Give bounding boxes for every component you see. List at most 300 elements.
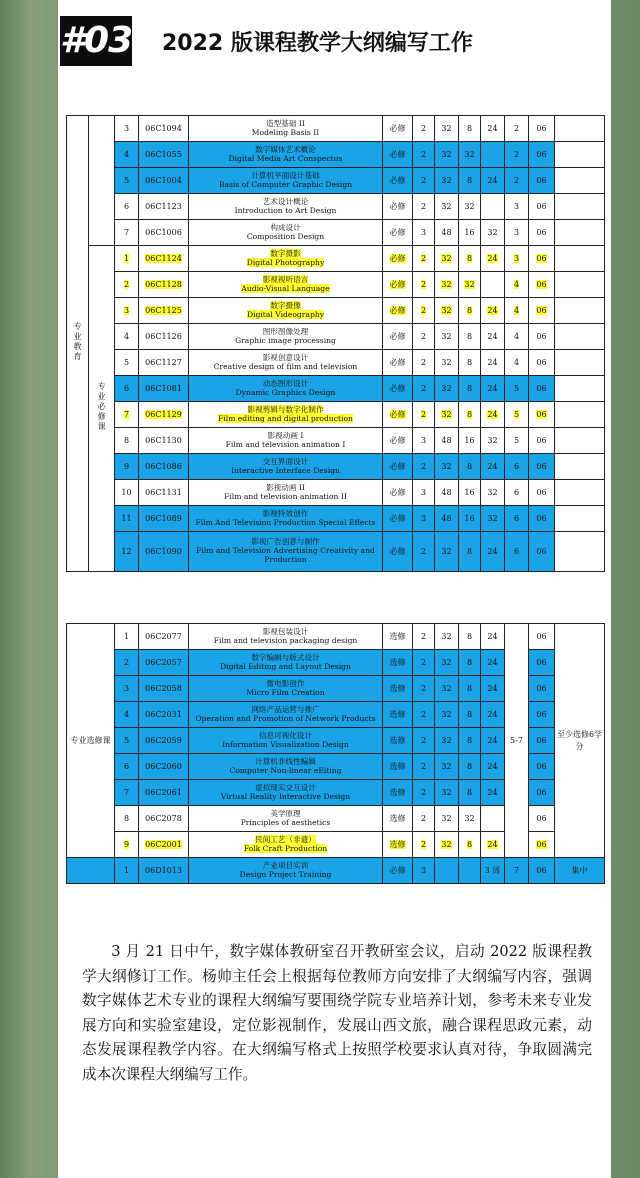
- total-hours-cell-text: 32: [441, 684, 452, 693]
- theory-hours-cell-text: 8: [466, 176, 473, 185]
- course-type-cell-text: 必修: [389, 488, 406, 497]
- practice-hours-cell: [481, 220, 505, 246]
- theory-hours-cell: [459, 728, 481, 754]
- course-no-cell: [115, 676, 139, 702]
- credit-cell: [413, 116, 435, 142]
- course-code-cell-text: 06C1129: [145, 410, 182, 419]
- total-hours-cell: [435, 142, 459, 168]
- practice-hours-cell: [481, 806, 505, 832]
- course-type-cell: [383, 350, 413, 376]
- course-type-cell: [383, 624, 413, 650]
- credit-cell: [413, 532, 435, 572]
- unit-cell: [529, 402, 555, 428]
- total-hours-cell: [435, 428, 459, 454]
- practice-hours-cell: [481, 754, 505, 780]
- total-hours-cell: [435, 624, 459, 650]
- practice-hours-cell-text: 24: [487, 332, 498, 341]
- course-type-cell-text: 必修: [389, 150, 406, 159]
- course-code-cell: [139, 532, 189, 572]
- course-name-cell: [189, 376, 383, 402]
- course-code-cell: [139, 272, 189, 298]
- course-no-cell-text: 5: [123, 736, 130, 745]
- course-name-en: Modeling Basis II: [251, 127, 320, 137]
- total-hours-cell: [435, 806, 459, 832]
- course-code-cell: [139, 454, 189, 480]
- theory-hours-cell: [459, 780, 481, 806]
- course-no-cell-text: 3: [123, 684, 130, 693]
- practice-hours-cell-text: 24: [487, 176, 498, 185]
- course-name-cn: 图形图像处理: [262, 326, 309, 336]
- theory-hours-cell-text: 8: [466, 762, 473, 771]
- unit-cell-text: 06: [536, 436, 547, 445]
- course-no-cell: [115, 858, 139, 884]
- credit-cell: [413, 376, 435, 402]
- article-header: [58, 0, 611, 80]
- course-code-cell-text: 06D1013: [145, 866, 182, 875]
- unit-cell-text: 06: [536, 176, 547, 185]
- table-row: [67, 376, 605, 402]
- practice-hours-cell-text: 24: [487, 384, 498, 393]
- course-type-cell: [383, 780, 413, 806]
- course-code-cell: [139, 480, 189, 506]
- practice-hours-cell-text: 24: [487, 547, 498, 556]
- course-no-cell: [115, 246, 139, 272]
- total-hours-cell: [435, 298, 459, 324]
- course-no-cell: [115, 728, 139, 754]
- theory-hours-cell-text: 8: [466, 384, 473, 393]
- curriculum-table-required: [66, 115, 604, 590]
- course-no-cell-text: 7: [123, 228, 130, 237]
- credit-cell-text: 2: [420, 684, 427, 693]
- course-code-cell-text: 06C1123: [145, 202, 182, 211]
- note-cell: [555, 350, 605, 376]
- note-cell: [555, 272, 605, 298]
- total-hours-cell: [435, 702, 459, 728]
- semester-cell: [505, 324, 529, 350]
- course-code-cell: [139, 246, 189, 272]
- unit-cell: [529, 480, 555, 506]
- credit-cell: [413, 624, 435, 650]
- course-type-cell: [383, 142, 413, 168]
- unit-cell-text: 06: [536, 254, 547, 263]
- course-type-cell-text: 选修: [389, 814, 406, 823]
- credit-cell: [413, 702, 435, 728]
- theory-hours-cell-text: 32: [464, 202, 475, 211]
- unit-cell-text: 06: [536, 632, 547, 641]
- course-no-cell: [115, 806, 139, 832]
- theory-hours-cell: [459, 220, 481, 246]
- course-name-cell: [189, 754, 383, 780]
- theory-hours-cell-text: 8: [466, 358, 473, 367]
- credit-cell: [413, 220, 435, 246]
- course-no-cell: [115, 532, 139, 572]
- table-row: [67, 194, 605, 220]
- total-hours-cell: [435, 480, 459, 506]
- note-cell: [555, 454, 605, 480]
- credit-cell: [413, 754, 435, 780]
- total-hours-cell-text: 32: [441, 788, 452, 797]
- course-type-cell: [383, 676, 413, 702]
- course-no-cell-text: 1: [123, 632, 130, 641]
- course-type-cell-text: 选修: [389, 762, 406, 771]
- course-name-cell: [189, 624, 383, 650]
- practice-hours-cell: [481, 298, 505, 324]
- unit-cell: [529, 272, 555, 298]
- course-no-cell: [115, 376, 139, 402]
- course-no-cell: [115, 168, 139, 194]
- practice-hours-cell: [481, 272, 505, 298]
- semester-cell: [505, 402, 529, 428]
- course-name-cell: [189, 806, 383, 832]
- course-code-cell: [139, 220, 189, 246]
- course-no-cell: [115, 428, 139, 454]
- credit-cell: [413, 780, 435, 806]
- course-no-cell-text: 7: [123, 788, 130, 797]
- category-label: 专业选修课: [70, 735, 111, 745]
- credit-cell: [413, 480, 435, 506]
- course-no-cell: [115, 272, 139, 298]
- total-hours-cell-text: 32: [441, 410, 452, 419]
- semester-cell-text: 5: [513, 384, 520, 393]
- credit-cell: [413, 168, 435, 194]
- category-label: 专业必修课: [97, 381, 107, 432]
- practice-hours-cell: [481, 142, 505, 168]
- unit-cell: [529, 624, 555, 650]
- theory-hours-cell-text: 32: [464, 280, 475, 289]
- course-name-cell: [189, 650, 383, 676]
- course-no-cell-text: 3: [123, 124, 130, 133]
- course-name-cell: [189, 350, 383, 376]
- course-code-cell-text: 06C2058: [145, 684, 182, 693]
- course-name-cell: [189, 246, 383, 272]
- course-name-en: Film and Television Advertising Creativity and Production: [196, 546, 375, 564]
- course-code-cell-text: 06C2078: [145, 814, 182, 823]
- note-cell: [555, 480, 605, 506]
- semester-cell-text: 5: [513, 436, 520, 445]
- course-type-cell-text: 必修: [389, 202, 406, 211]
- course-no-cell: [115, 324, 139, 350]
- course-name-en: Folk Craft Production: [243, 843, 328, 853]
- note-cell-text: 集中: [571, 866, 588, 875]
- total-hours-cell: [435, 754, 459, 780]
- course-type-cell-text: 必修: [389, 124, 406, 133]
- total-hours-cell: [435, 350, 459, 376]
- course-no-cell-text: 4: [123, 710, 130, 719]
- credit-cell-text: 2: [420, 384, 427, 393]
- credit-cell: [413, 832, 435, 858]
- course-no-cell-text: 2: [123, 280, 130, 289]
- table-row: [67, 624, 605, 650]
- course-type-cell-text: 选修: [389, 632, 406, 641]
- course-type-cell: [383, 650, 413, 676]
- credit-cell-text: 3: [420, 228, 427, 237]
- unit-cell: [529, 142, 555, 168]
- semester-cell-text: 2: [513, 124, 520, 133]
- course-code-cell: [139, 832, 189, 858]
- course-code-cell: [139, 806, 189, 832]
- course-code-cell: [139, 142, 189, 168]
- course-name-en: Digital Editing and Layout Design: [220, 661, 351, 671]
- course-name-cn: 网络产品运营与推广: [251, 704, 320, 714]
- table-row: [67, 480, 605, 506]
- credit-cell-text: 3: [420, 866, 427, 875]
- semester-cell: [505, 194, 529, 220]
- course-type-cell-text: 选修: [389, 684, 406, 693]
- theory-hours-cell: [459, 754, 481, 780]
- course-type-cell: [383, 454, 413, 480]
- course-name-cell: [189, 272, 383, 298]
- unit-cell: [529, 168, 555, 194]
- course-code-cell-text: 06C1127: [145, 358, 182, 367]
- total-hours-cell: [435, 650, 459, 676]
- unit-cell-text: 06: [536, 124, 547, 133]
- unit-cell: [529, 116, 555, 142]
- table-row: [67, 402, 605, 428]
- practice-hours-cell: [481, 506, 505, 532]
- practice-hours-cell: [481, 402, 505, 428]
- group-label: 专业教育: [73, 321, 83, 362]
- practice-hours-cell: [481, 376, 505, 402]
- course-code-cell: [139, 324, 189, 350]
- course-no-cell: [115, 454, 139, 480]
- course-name-cn: 信息可视化设计: [258, 730, 313, 740]
- unit-cell-text: 06: [536, 384, 547, 393]
- course-code-cell-text: 06C2001: [145, 840, 182, 849]
- course-name-cn: 动态图形设计: [262, 378, 309, 388]
- course-type-cell-text: 必修: [389, 866, 406, 875]
- course-code-cell-text: 06C1130: [145, 436, 182, 445]
- course-type-cell: [383, 402, 413, 428]
- course-name-en: Graphic image processing: [235, 335, 336, 345]
- course-no-cell-text: 8: [123, 814, 130, 823]
- course-type-cell-text: 必修: [389, 514, 406, 523]
- semester-cell: [505, 116, 529, 142]
- course-type-cell-text: 必修: [389, 280, 406, 289]
- theory-hours-cell: [459, 532, 481, 572]
- course-code-cell: [139, 116, 189, 142]
- credit-cell: [413, 676, 435, 702]
- course-no-cell-text: 6: [123, 762, 130, 771]
- course-no-cell-text: 10: [121, 488, 132, 497]
- course-type-cell-text: 必修: [389, 384, 406, 393]
- credit-cell-text: 2: [420, 280, 427, 289]
- semester-cell-text: 6: [513, 547, 520, 556]
- practice-hours-cell-text: 24: [487, 658, 498, 667]
- semester-cell-text: 7: [513, 866, 520, 875]
- practice-hours-cell: [481, 324, 505, 350]
- total-hours-cell: [435, 116, 459, 142]
- semester-cell-text: 2: [513, 176, 520, 185]
- course-name-en: Computer Non-linear eEiting: [229, 765, 342, 775]
- practice-hours-cell-text: 24: [487, 306, 498, 315]
- course-name-cn: 影视创意设计: [262, 352, 309, 362]
- course-name-cn: 计算机平面设计基础: [251, 170, 320, 180]
- course-name-cn: 产业项目实训: [262, 860, 309, 870]
- credit-cell: [413, 246, 435, 272]
- course-type-cell-text: 必修: [389, 176, 406, 185]
- theory-hours-cell: [459, 506, 481, 532]
- course-type-cell: [383, 728, 413, 754]
- course-type-cell: [383, 754, 413, 780]
- theory-hours-cell-text: 8: [466, 462, 473, 471]
- course-type-cell: [383, 194, 413, 220]
- semester-cell: [505, 142, 529, 168]
- total-hours-cell: [435, 194, 459, 220]
- course-name-cn: 美学原理: [270, 808, 301, 818]
- course-no-cell: [115, 220, 139, 246]
- course-type-cell-text: 选修: [389, 788, 406, 797]
- course-type-cell-text: 必修: [389, 358, 406, 367]
- total-hours-cell-text: 32: [441, 736, 452, 745]
- theory-hours-cell-text: 8: [466, 840, 473, 849]
- note-cell: [555, 298, 605, 324]
- course-name-cell: [189, 454, 383, 480]
- total-hours-cell: [435, 272, 459, 298]
- course-type-cell: [383, 298, 413, 324]
- semester-cell-text: 4: [513, 280, 520, 289]
- course-type-cell-text: 选修: [389, 710, 406, 719]
- credit-cell-text: 2: [420, 462, 427, 471]
- practice-hours-cell-text: 24: [487, 358, 498, 367]
- unit-cell-text: 06: [536, 710, 547, 719]
- total-hours-cell-text: 48: [441, 488, 452, 497]
- practice-hours-cell: [481, 194, 505, 220]
- course-no-cell: [115, 624, 139, 650]
- article-body-text: 3 月 21 日中午，数字媒体教研室召开教研室会议，启动 2022 版课程教学大纲修订工作。杨帅主任会上根据每位教师方向安排了大纲编写内容，强调数字媒体艺术专业的课程大纲编写要围绕学院专业培养计划，参考未来专业发展方向和实验室建设，定位影视制作，发展山西文旅，融合课程思政元素，动态发展课程教学内容。在大纲编写格式上按照学校要求认真对待，争取圆满完成本次课程大纲编写工作。: [82, 943, 592, 1083]
- course-code-cell: [139, 728, 189, 754]
- course-name-cell: [189, 428, 383, 454]
- theory-hours-cell-text: 32: [464, 814, 475, 823]
- unit-cell-text: 06: [536, 488, 547, 497]
- course-name-en: Composition Design: [246, 231, 325, 241]
- practice-hours-cell-text: 24: [487, 632, 498, 641]
- total-hours-cell: [435, 402, 459, 428]
- practice-hours-cell-text: 24: [487, 788, 498, 797]
- semester-cell: [505, 220, 529, 246]
- credit-cell-text: 2: [420, 150, 427, 159]
- course-code-cell: [139, 168, 189, 194]
- total-hours-cell-text: 32: [441, 150, 452, 159]
- practice-hours-cell: [481, 116, 505, 142]
- course-name-cn: 数字摄像: [270, 300, 301, 310]
- course-name-en: Interactive Interface Design: [231, 465, 340, 475]
- course-name-cn: 交互界面设计: [262, 456, 309, 466]
- total-hours-cell: [435, 780, 459, 806]
- course-code-cell-text: 06C1055: [145, 150, 182, 159]
- theory-hours-cell-text: 8: [466, 124, 473, 133]
- total-hours-cell: [435, 454, 459, 480]
- theory-hours-cell-text: 8: [466, 710, 473, 719]
- credit-cell-text: 2: [420, 124, 427, 133]
- course-name-cn: 微电影创作: [266, 678, 305, 688]
- credit-cell-text: 2: [420, 788, 427, 797]
- course-no-cell-text: 1: [123, 866, 130, 875]
- credit-cell-text: 2: [420, 814, 427, 823]
- course-code-cell-text: 06C1131: [145, 488, 182, 497]
- unit-cell-text: 06: [536, 788, 547, 797]
- course-type-cell-text: 必修: [389, 410, 406, 419]
- course-type-cell: [383, 272, 413, 298]
- course-type-cell-text: 选修: [389, 840, 406, 849]
- course-name-cell: [189, 298, 383, 324]
- practice-hours-cell: [481, 480, 505, 506]
- unit-cell: [529, 650, 555, 676]
- practice-hours-cell-text: 24: [487, 254, 498, 263]
- semester-cell-text: 4: [513, 306, 520, 315]
- course-code-cell-text: 06C1004: [145, 176, 182, 185]
- course-name-en: Film and television packaging design: [213, 635, 358, 645]
- semester-range-cell: [505, 624, 529, 858]
- course-name-cn: 虚拟现实交互设计: [255, 782, 316, 792]
- total-hours-cell: [435, 676, 459, 702]
- unit-cell: [529, 454, 555, 480]
- course-name-cn: 数字媒体艺术概论: [255, 144, 316, 154]
- practice-hours-cell-text: 32: [487, 228, 498, 237]
- theory-hours-cell: [459, 676, 481, 702]
- total-hours-cell-text: 32: [441, 547, 452, 556]
- course-type-cell: [383, 702, 413, 728]
- theory-hours-cell: [459, 832, 481, 858]
- credit-cell-text: 2: [420, 762, 427, 771]
- category-cell-elective: [67, 624, 115, 858]
- course-no-cell-text: 4: [123, 332, 130, 341]
- course-no-cell-text: 6: [123, 384, 130, 393]
- credit-cell: [413, 194, 435, 220]
- course-code-cell-text: 06C1125: [145, 306, 182, 315]
- unit-cell: [529, 780, 555, 806]
- course-code-cell-text: 06C1094: [145, 124, 182, 133]
- unit-cell: [529, 676, 555, 702]
- course-type-cell-text: 必修: [389, 436, 406, 445]
- course-type-cell: [383, 832, 413, 858]
- credit-cell: [413, 806, 435, 832]
- course-no-cell-text: 11: [121, 514, 132, 523]
- note-cell: [555, 168, 605, 194]
- credit-cell-text: 2: [420, 254, 427, 263]
- semester-cell-text: 3: [513, 202, 520, 211]
- credit-cell-text: 2: [420, 202, 427, 211]
- credit-cell-text: 2: [420, 736, 427, 745]
- unit-cell: [529, 832, 555, 858]
- note-cell: [555, 532, 605, 572]
- semester-cell: [505, 246, 529, 272]
- credit-cell-text: 2: [420, 176, 427, 185]
- theory-hours-cell: [459, 624, 481, 650]
- theory-hours-cell-text: 8: [466, 410, 473, 419]
- total-hours-cell-text: 32: [441, 358, 452, 367]
- course-name-cell: [189, 168, 383, 194]
- credit-cell: [413, 428, 435, 454]
- course-name-cn: 影视视听语言: [262, 274, 309, 284]
- course-name-cn: 数字编辑与版式设计: [251, 652, 320, 662]
- unit-cell: [529, 532, 555, 572]
- course-name-en: Audio-Visual Language: [241, 283, 330, 293]
- total-hours-cell-text: 48: [441, 228, 452, 237]
- table-row: [67, 142, 605, 168]
- course-code-cell-text: 06C1089: [145, 514, 182, 523]
- note-cell: [555, 246, 605, 272]
- course-type-cell-text: 必修: [389, 306, 406, 315]
- credit-cell-text: 2: [420, 632, 427, 641]
- course-code-cell: [139, 650, 189, 676]
- course-no-cell-text: 3: [123, 306, 130, 315]
- unit-cell-text: 06: [536, 736, 547, 745]
- note-cell: [555, 142, 605, 168]
- table-row: [67, 116, 605, 142]
- course-name-cell: [189, 506, 383, 532]
- credit-cell: [413, 324, 435, 350]
- practice-hours-cell: [481, 624, 505, 650]
